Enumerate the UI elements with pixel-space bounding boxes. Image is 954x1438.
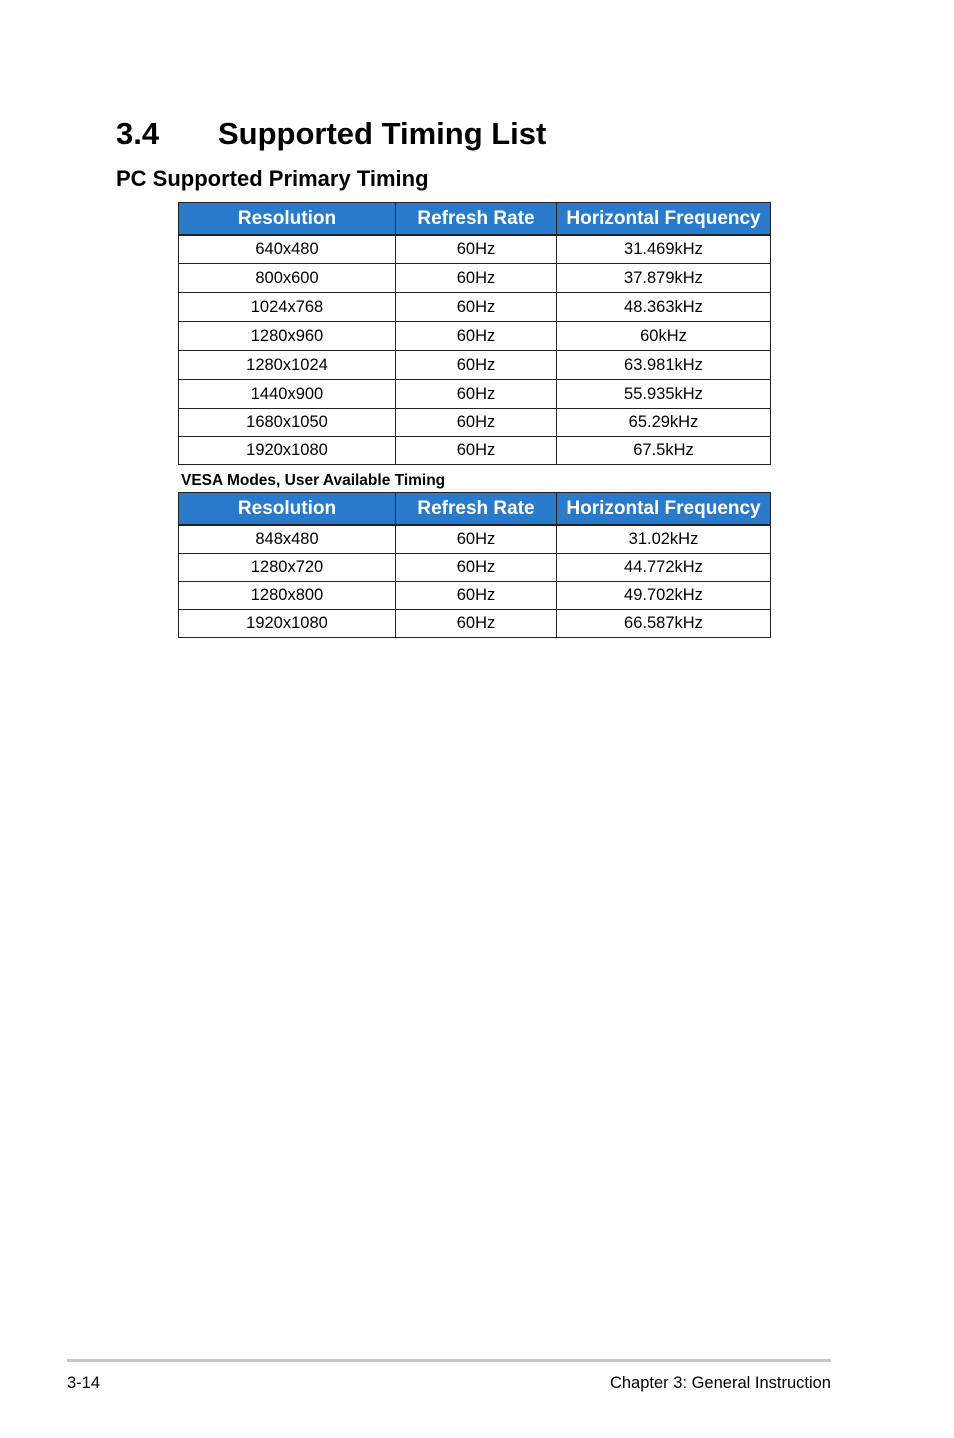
footer-chapter-title: Chapter 3: General Instruction [609, 1374, 831, 1392]
resolution-cell: 800x600 [179, 264, 396, 293]
resolution-cell: 1280x720 [179, 554, 396, 582]
primary-timing-heading: PC Supported Primary Timing [116, 166, 429, 191]
resolution-cell: 640x480 [179, 235, 396, 264]
table-row [179, 264, 771, 293]
column-header-resolution: Resolution [179, 493, 396, 526]
resolution-cell: 1024x768 [179, 293, 396, 322]
horizontal-frequency-cell: 65.29kHz [557, 409, 771, 437]
resolution-cell: 1920x1080 [179, 610, 396, 638]
vesa-timing-table [178, 492, 771, 638]
table-row [179, 380, 771, 409]
section-number: 3.4 [116, 116, 160, 151]
refresh-rate-cell: 60Hz [396, 322, 557, 351]
table-row [179, 351, 771, 380]
resolution-cell: 1280x960 [179, 322, 396, 351]
resolution-cell: 1920x1080 [179, 437, 396, 465]
refresh-rate-cell: 60Hz [396, 582, 557, 610]
resolution-cell: 1280x800 [179, 582, 396, 610]
table-header-row [179, 493, 771, 526]
column-header-refresh-rate: Refresh Rate [396, 493, 557, 526]
table-row [179, 293, 771, 322]
horizontal-frequency-cell: 48.363kHz [557, 293, 771, 322]
horizontal-frequency-cell: 44.772kHz [557, 554, 771, 582]
refresh-rate-cell: 60Hz [396, 264, 557, 293]
horizontal-frequency-cell: 31.02kHz [557, 525, 771, 554]
resolution-cell: 1680x1050 [179, 409, 396, 437]
section-heading [116, 114, 546, 154]
refresh-rate-cell: 60Hz [396, 610, 557, 638]
table-row [179, 554, 771, 582]
refresh-rate-cell: 60Hz [396, 293, 557, 322]
table-header-row [179, 203, 771, 236]
table-row [179, 409, 771, 437]
refresh-rate-cell: 60Hz [396, 235, 557, 264]
horizontal-frequency-cell: 66.587kHz [557, 610, 771, 638]
horizontal-frequency-cell: 63.981kHz [557, 351, 771, 380]
table-row [179, 235, 771, 264]
table-row [179, 322, 771, 351]
resolution-cell: 848x480 [179, 525, 396, 554]
horizontal-frequency-cell: 37.879kHz [557, 264, 771, 293]
horizontal-frequency-cell: 49.702kHz [557, 582, 771, 610]
table-row [179, 525, 771, 554]
column-header-horizontal-frequency: Horizontal Frequency [557, 493, 771, 526]
column-header-horizontal-frequency: Horizontal Frequency [557, 203, 771, 236]
refresh-rate-cell: 60Hz [396, 351, 557, 380]
horizontal-frequency-cell: 31.469kHz [557, 235, 771, 264]
refresh-rate-cell: 60Hz [396, 554, 557, 582]
table-row [179, 437, 771, 465]
horizontal-frequency-cell: 67.5kHz [557, 437, 771, 465]
vesa-timing-caption: VESA Modes, User Available Timing [181, 472, 446, 489]
resolution-cell: 1280x1024 [179, 351, 396, 380]
primary-timing-table [178, 202, 771, 465]
column-header-refresh-rate: Refresh Rate [396, 203, 557, 236]
refresh-rate-cell: 60Hz [396, 525, 557, 554]
column-header-resolution: Resolution [179, 203, 396, 236]
horizontal-frequency-cell: 60kHz [557, 322, 771, 351]
horizontal-frequency-cell: 55.935kHz [557, 380, 771, 409]
refresh-rate-cell: 60Hz [396, 409, 557, 437]
footer-page-number: 3-14 [67, 1374, 101, 1392]
refresh-rate-cell: 60Hz [396, 437, 557, 465]
table-row [179, 582, 771, 610]
resolution-cell: 1440x900 [179, 380, 396, 409]
table-row [179, 610, 771, 638]
footer-divider [67, 1359, 831, 1362]
section-title: Supported Timing List [218, 116, 547, 151]
refresh-rate-cell: 60Hz [396, 380, 557, 409]
